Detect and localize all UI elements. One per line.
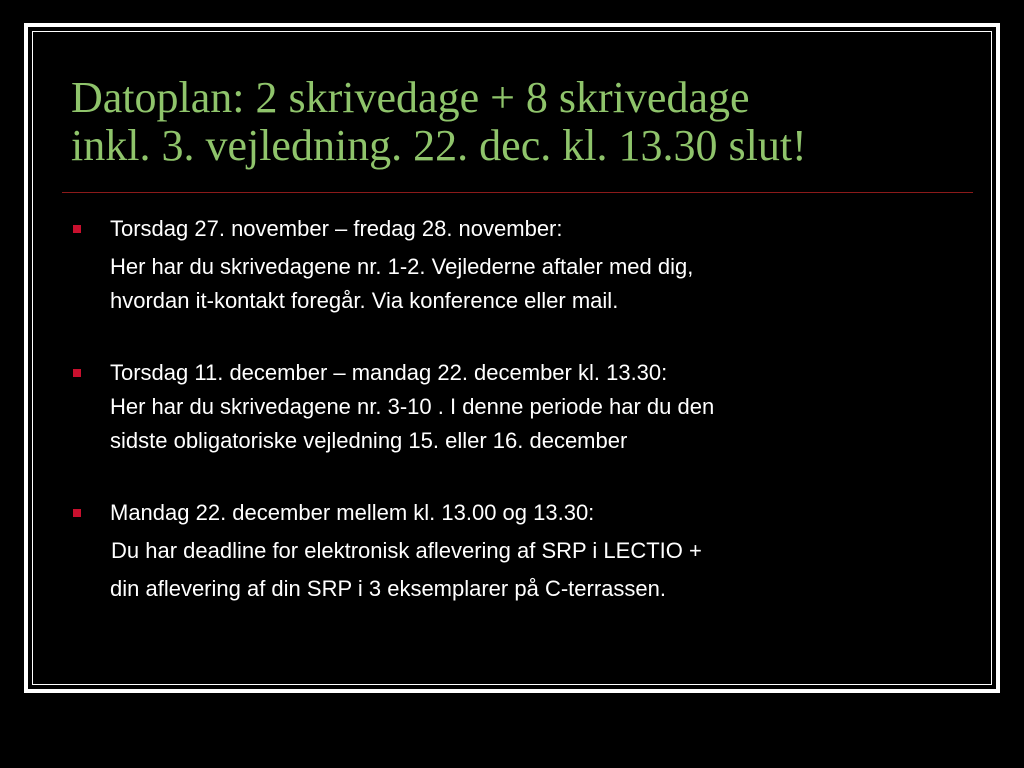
slide-title bbox=[71, 74, 971, 170]
bullet-3-line-2: Du har deadline for elektronisk aflevering af SRP i LECTIO + bbox=[111, 538, 702, 563]
bullet-1-line-3: hvordan it-kontakt foregår. Via konference eller mail. bbox=[110, 288, 619, 313]
title-line-1: Datoplan: 2 skrivedage + 8 skrivedage bbox=[71, 73, 750, 122]
bullet-1-heading: Torsdag 27. november – fredag 28. november: bbox=[110, 216, 563, 241]
slide-body bbox=[72, 212, 962, 606]
square-bullet-icon bbox=[73, 509, 81, 517]
bullet-3-line-3: din aflevering af din SRP i 3 eksemplarer på C-terrassen. bbox=[110, 576, 666, 601]
bullet-item-3 bbox=[72, 496, 962, 606]
bullet-2-heading: Torsdag 11. december – mandag 22. december kl. 13.30: bbox=[110, 360, 668, 385]
bullet-2-line-3: sidste obligatoriske vejledning 15. eller 16. december bbox=[110, 428, 628, 453]
bullet-3-heading: Mandag 22. december mellem kl. 13.00 og 13.30: bbox=[110, 500, 595, 525]
bullet-item-1 bbox=[72, 212, 962, 318]
title-divider bbox=[62, 192, 973, 193]
title-line-2: inkl. 3. vejledning. 22. dec. kl. 13.30 slut! bbox=[71, 121, 807, 170]
square-bullet-icon bbox=[73, 225, 81, 233]
square-bullet-icon bbox=[73, 369, 81, 377]
bullet-2-line-2: Her har du skrivedagene nr. 3-10 . I denne periode har du den bbox=[110, 394, 715, 419]
bullet-1-line-2: Her har du skrivedagene nr. 1-2. Vejlederne aftaler med dig, bbox=[110, 254, 694, 279]
bullet-item-2 bbox=[72, 356, 962, 458]
